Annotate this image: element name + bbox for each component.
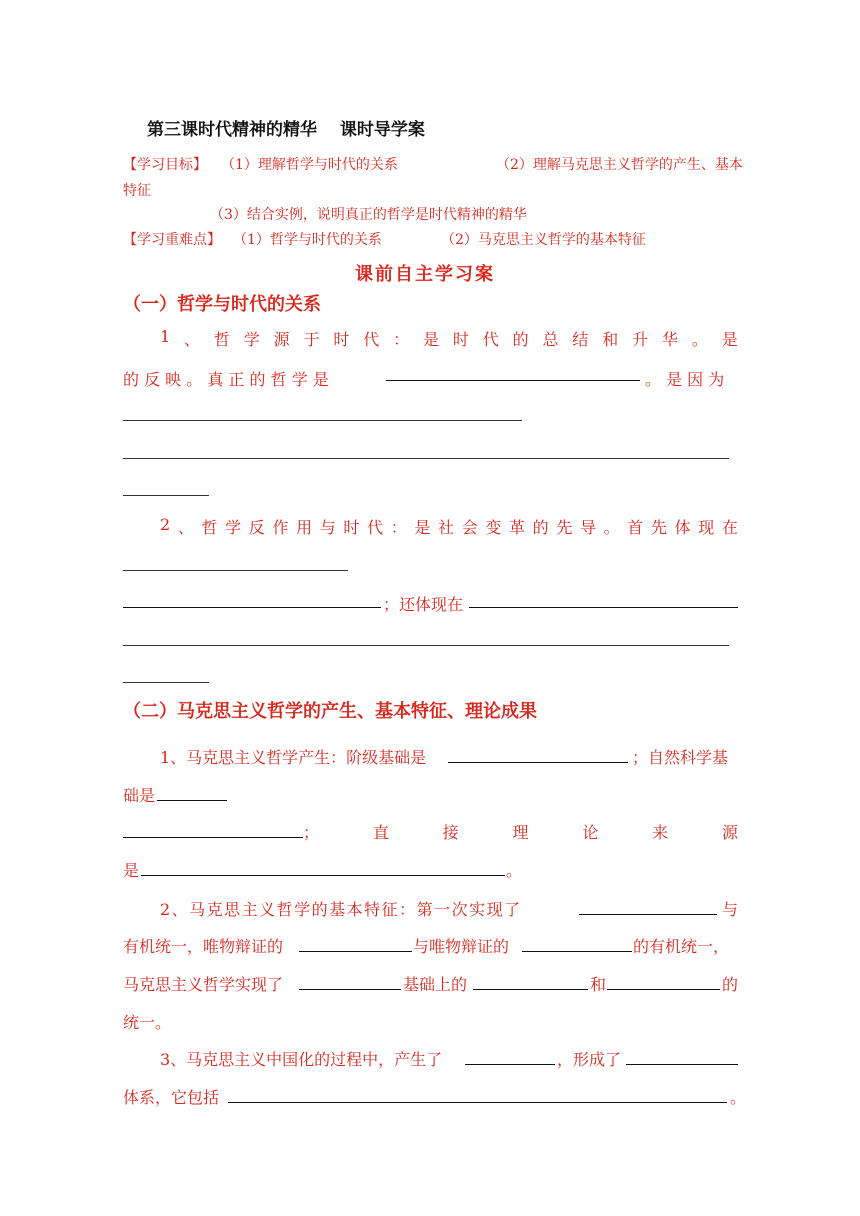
q1-char: 结	[572, 330, 589, 349]
blank-line[interactable]	[123, 420, 522, 421]
q2-char: 体	[674, 518, 691, 537]
q2-char: 的	[532, 518, 549, 537]
q1-char: 升	[632, 330, 649, 349]
q1-char: 和	[602, 330, 619, 349]
blank-line[interactable]	[123, 570, 348, 571]
q1-char: 代	[363, 330, 380, 349]
q1d-char: 论	[582, 823, 599, 842]
key-point-2: （2）马克思主义哲学的基本特征	[441, 232, 646, 248]
q1-char: 1	[160, 327, 171, 346]
blank-unity-b[interactable]	[607, 989, 720, 990]
blank-science-basis[interactable]	[157, 800, 227, 801]
q2-char: 是	[414, 518, 431, 537]
blank-line[interactable]	[123, 458, 729, 459]
part2-q2-h: 和	[590, 975, 607, 994]
q2-char: 、	[177, 518, 194, 537]
part2-q1-a: 1、马克思主义哲学产生：阶级基础是	[160, 748, 427, 767]
blank-produced[interactable]	[465, 1064, 555, 1065]
q1-char: 是	[721, 330, 738, 349]
q1d-char: 直	[372, 823, 389, 842]
blank-unity-a[interactable]	[473, 989, 588, 990]
q2-char: 导	[579, 518, 596, 537]
blank-unity-1[interactable]	[579, 914, 717, 915]
q2-char: 首	[627, 518, 644, 537]
q1-char: 代	[482, 330, 499, 349]
blank-true-philosophy[interactable]	[386, 380, 640, 381]
q1-char: 、	[184, 330, 201, 349]
blank-science-basis-cont[interactable]	[123, 837, 303, 838]
q2-char: 作	[272, 518, 289, 537]
q2-char: 2	[160, 515, 171, 534]
blank-class-basis[interactable]	[448, 762, 628, 763]
part1-q2-line1	[160, 515, 738, 538]
part2-heading: （二）马克思主义哲学的产生、基本特征、理论成果	[123, 701, 537, 722]
part1-q1-line1	[160, 327, 738, 350]
part1-q2-also: ；还体现在	[383, 595, 464, 614]
q2-char: 。	[603, 518, 620, 537]
q2-char: 反	[248, 518, 265, 537]
q2-char: 与	[319, 518, 336, 537]
q1d-char: 接	[442, 823, 459, 842]
part2-q2-g: 基础上的	[403, 975, 468, 994]
q2-char: 先	[556, 518, 573, 537]
part2-q2-c: 有机统一，唯物辩证的	[123, 937, 284, 956]
q2-char: 社	[438, 518, 455, 537]
blank-line[interactable]	[469, 607, 738, 608]
q1-char: 时	[333, 330, 350, 349]
blank-line[interactable]	[123, 645, 729, 646]
q1d-char: 理	[512, 823, 529, 842]
q1-char: 是	[423, 330, 440, 349]
goal-2: （2）理解马克思主义哲学的产生、基本	[496, 157, 743, 173]
q1-char: 华	[662, 330, 679, 349]
q2-char: ：	[390, 518, 407, 537]
part1-q1-line2-a: 的 反 映 。 真 正 的 哲 学 是	[123, 370, 329, 389]
q1-char: 于	[303, 330, 320, 349]
q1-char: 。	[691, 330, 708, 349]
q1-char: 源	[273, 330, 290, 349]
key-point-1: （1）哲学与时代的关系	[233, 232, 382, 248]
q2-char: 学	[225, 518, 242, 537]
part2-q2-b: 与	[722, 900, 739, 919]
goal-1: （1）理解哲学与时代的关系	[221, 157, 398, 173]
q2-char: 代	[367, 518, 384, 537]
q1-char: 总	[542, 330, 559, 349]
blank-basis[interactable]	[299, 989, 401, 990]
blank-theory-source[interactable]	[141, 875, 505, 876]
part2-q3-b: ，形成了	[557, 1050, 622, 1069]
part2-q1-b: ；自然科学基	[632, 748, 729, 767]
part2-q1-end: 。	[506, 861, 523, 880]
page-title: 第三课时代精神的精华 课时导学案	[147, 120, 425, 140]
blank-line[interactable]	[123, 682, 209, 683]
q1d-char: ；	[303, 823, 320, 842]
q2-char: 革	[509, 518, 526, 537]
part1-heading: （一）哲学与时代的关系	[123, 294, 321, 315]
q2-char: 会	[461, 518, 478, 537]
q2-char: 现	[698, 518, 715, 537]
q2-char: 变	[485, 518, 502, 537]
q2-char: 用	[296, 518, 313, 537]
part2-q2-j: 统一。	[123, 1013, 172, 1032]
blank-includes[interactable]	[228, 1102, 727, 1103]
q2-char: 时	[343, 518, 360, 537]
q1-char: ：	[393, 330, 410, 349]
blank-dialectic-2[interactable]	[522, 951, 632, 952]
q2-char: 在	[721, 518, 738, 537]
q1-char: 哲	[213, 330, 230, 349]
part2-q3-end: 。	[730, 1088, 747, 1107]
q2-char: 先	[650, 518, 667, 537]
key-points-label: 【学习重难点】	[123, 232, 221, 248]
goal-2-continued: 特征	[123, 183, 151, 199]
blank-system[interactable]	[626, 1064, 738, 1065]
part2-q2-f: 马克思主义哲学实现了	[123, 975, 284, 994]
section-title: 课前自主学习案	[355, 264, 495, 285]
blank-line[interactable]	[123, 495, 209, 496]
q1-char: 的	[512, 330, 529, 349]
part2-q3-a: 3、马克思主义中国化的过程中，产生了	[160, 1050, 443, 1069]
part2-q1-c: 础是	[123, 786, 156, 805]
part2-q2-e: 的有机统一，	[633, 937, 730, 956]
blank-line[interactable]	[123, 607, 381, 608]
part2-q1-d	[303, 820, 738, 843]
part2-q2-a: 2、马克思主义哲学的基本特征：第一次实现了	[160, 900, 522, 919]
q2-char: 哲	[201, 518, 218, 537]
part1-q1-line2-b: 。 是 因 为	[645, 370, 725, 389]
learning-goals-label: 【学习目标】	[123, 157, 207, 173]
part2-q3-c: 体系，它包括	[123, 1088, 220, 1107]
part2-q1-e: 是	[123, 861, 140, 880]
blank-dialectic-1[interactable]	[299, 951, 412, 952]
part2-q2-i: 的	[722, 975, 739, 994]
q1-char: 时	[452, 330, 469, 349]
q1d-char: 源	[721, 823, 738, 842]
part2-q2-d: 与唯物辩证的	[413, 937, 510, 956]
q1-char: 学	[243, 330, 260, 349]
q1d-char: 来	[652, 823, 669, 842]
goal-3: （3）结合实例，说明真正的哲学是时代精神的精华	[210, 207, 527, 223]
